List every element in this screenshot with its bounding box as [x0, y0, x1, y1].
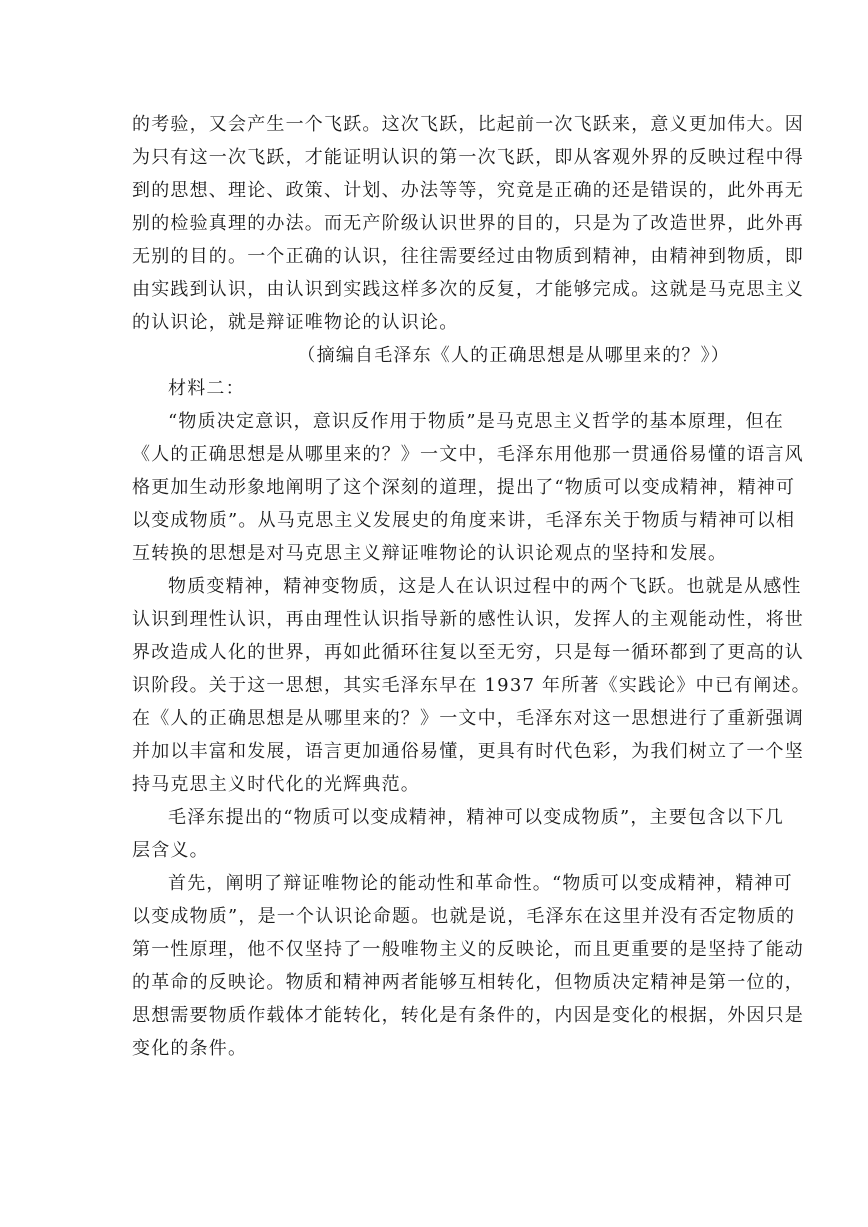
text-line: 《人的正确思想是从哪里来的？》一文中，毛泽东用他那一贯通俗易懂的语言风: [132, 444, 804, 465]
paragraph-start: 毛泽东提出的“物质可以变成精神，精神可以变成物质”，主要包含以下几: [168, 807, 785, 828]
paragraph-start: 首先，阐明了辩证唯物论的能动性和革命性。“物质可以变成精神，精神可: [168, 873, 793, 894]
paragraph-start: 物质变精神，精神变物质，这是人在认识过程中的两个飞跃。也就是从感性: [168, 576, 802, 597]
text-line: 格更加生动形象地阐明了这个深刻的道理，提出了“物质可以变成精神，精神可: [132, 477, 796, 498]
text-line: 并加以丰富和发展，语言更加通俗易懂，更具有时代色彩，为我们树立了一个坚: [132, 741, 804, 762]
text-line: 别的检验真理的办法。而无产阶级认识世界的目的，只是为了改造世界，此外再: [132, 213, 804, 234]
text-line: 以变成物质”，是一个认识论命题。也就是说，毛泽东在这里并没有否定物质的: [132, 906, 796, 927]
article-text: [132, 108, 811, 1065]
text-line: 层含义。: [132, 840, 209, 861]
text-line: 无别的目的。一个正确的认识，往往需要经过由物质到精神，由精神到物质，即: [132, 246, 804, 267]
text-line: 思想需要物质作载体才能转化，转化是有条件的，内因是变化的根据，外因只是: [132, 1005, 804, 1026]
text-line: 的考验，又会产生一个飞跃。这次飞跃，比起前一次飞跃来，意义更加伟大。因: [132, 114, 804, 135]
text-line: 的认识论，就是辩证唯物论的认识论。: [132, 312, 459, 333]
source-citation: （摘编自毛泽东《人的正确思想是从哪里来的？》）: [297, 345, 730, 366]
text-line: 变化的条件。: [132, 1038, 248, 1059]
text-line: 到的思想、理论、政策、计划、办法等等，究竟是正确的还是错误的，此外再无: [132, 180, 804, 201]
text-line: 持马克思主义时代化的光辉典范。: [132, 774, 420, 795]
text-line: 界改造成人化的世界，再如此循环往复以至无穷，只是每一循环都到了更高的认: [132, 642, 804, 663]
text-line: 认识到理性认识，再由理性认识指导新的感性认识，发挥人的主观能动性，将世: [132, 609, 804, 630]
paragraph-start: “物质决定意识，意识反作用于物质”是马克思主义哲学的基本原理，但在: [168, 411, 785, 432]
text-line: 为只有这一次飞跃，才能证明认识的第一次飞跃，即从客观外界的反映过程中得: [132, 147, 804, 168]
text-line: 的革命的反映论。物质和精神两者能够互相转化，但物质决定精神是第一位的，: [132, 972, 804, 993]
section-heading: 材料二：: [168, 378, 245, 399]
text-line: 第一性原理，他不仅坚持了一般唯物主义的反映论，而且更重要的是坚持了能动: [132, 939, 804, 960]
text-line: 互转换的思想是对马克思主义辩证唯物论的认识论观点的坚持和发展。: [132, 543, 728, 564]
text-line: 由实践到认识，由认识到实践这样多次的反复，才能够完成。这就是马克思主义: [132, 279, 804, 300]
text-line: 识阶段。关于这一思想，其实毛泽东早在 1937 年所著《实践论》中已有阐述。: [132, 675, 811, 696]
text-line: 在《人的正确思想是从哪里来的？》一文中，毛泽东对这一思想进行了重新强调: [132, 708, 804, 729]
text-line: 以变成物质”。从马克思主义发展史的角度来讲，毛泽东关于物质与精神可以相: [132, 510, 796, 531]
